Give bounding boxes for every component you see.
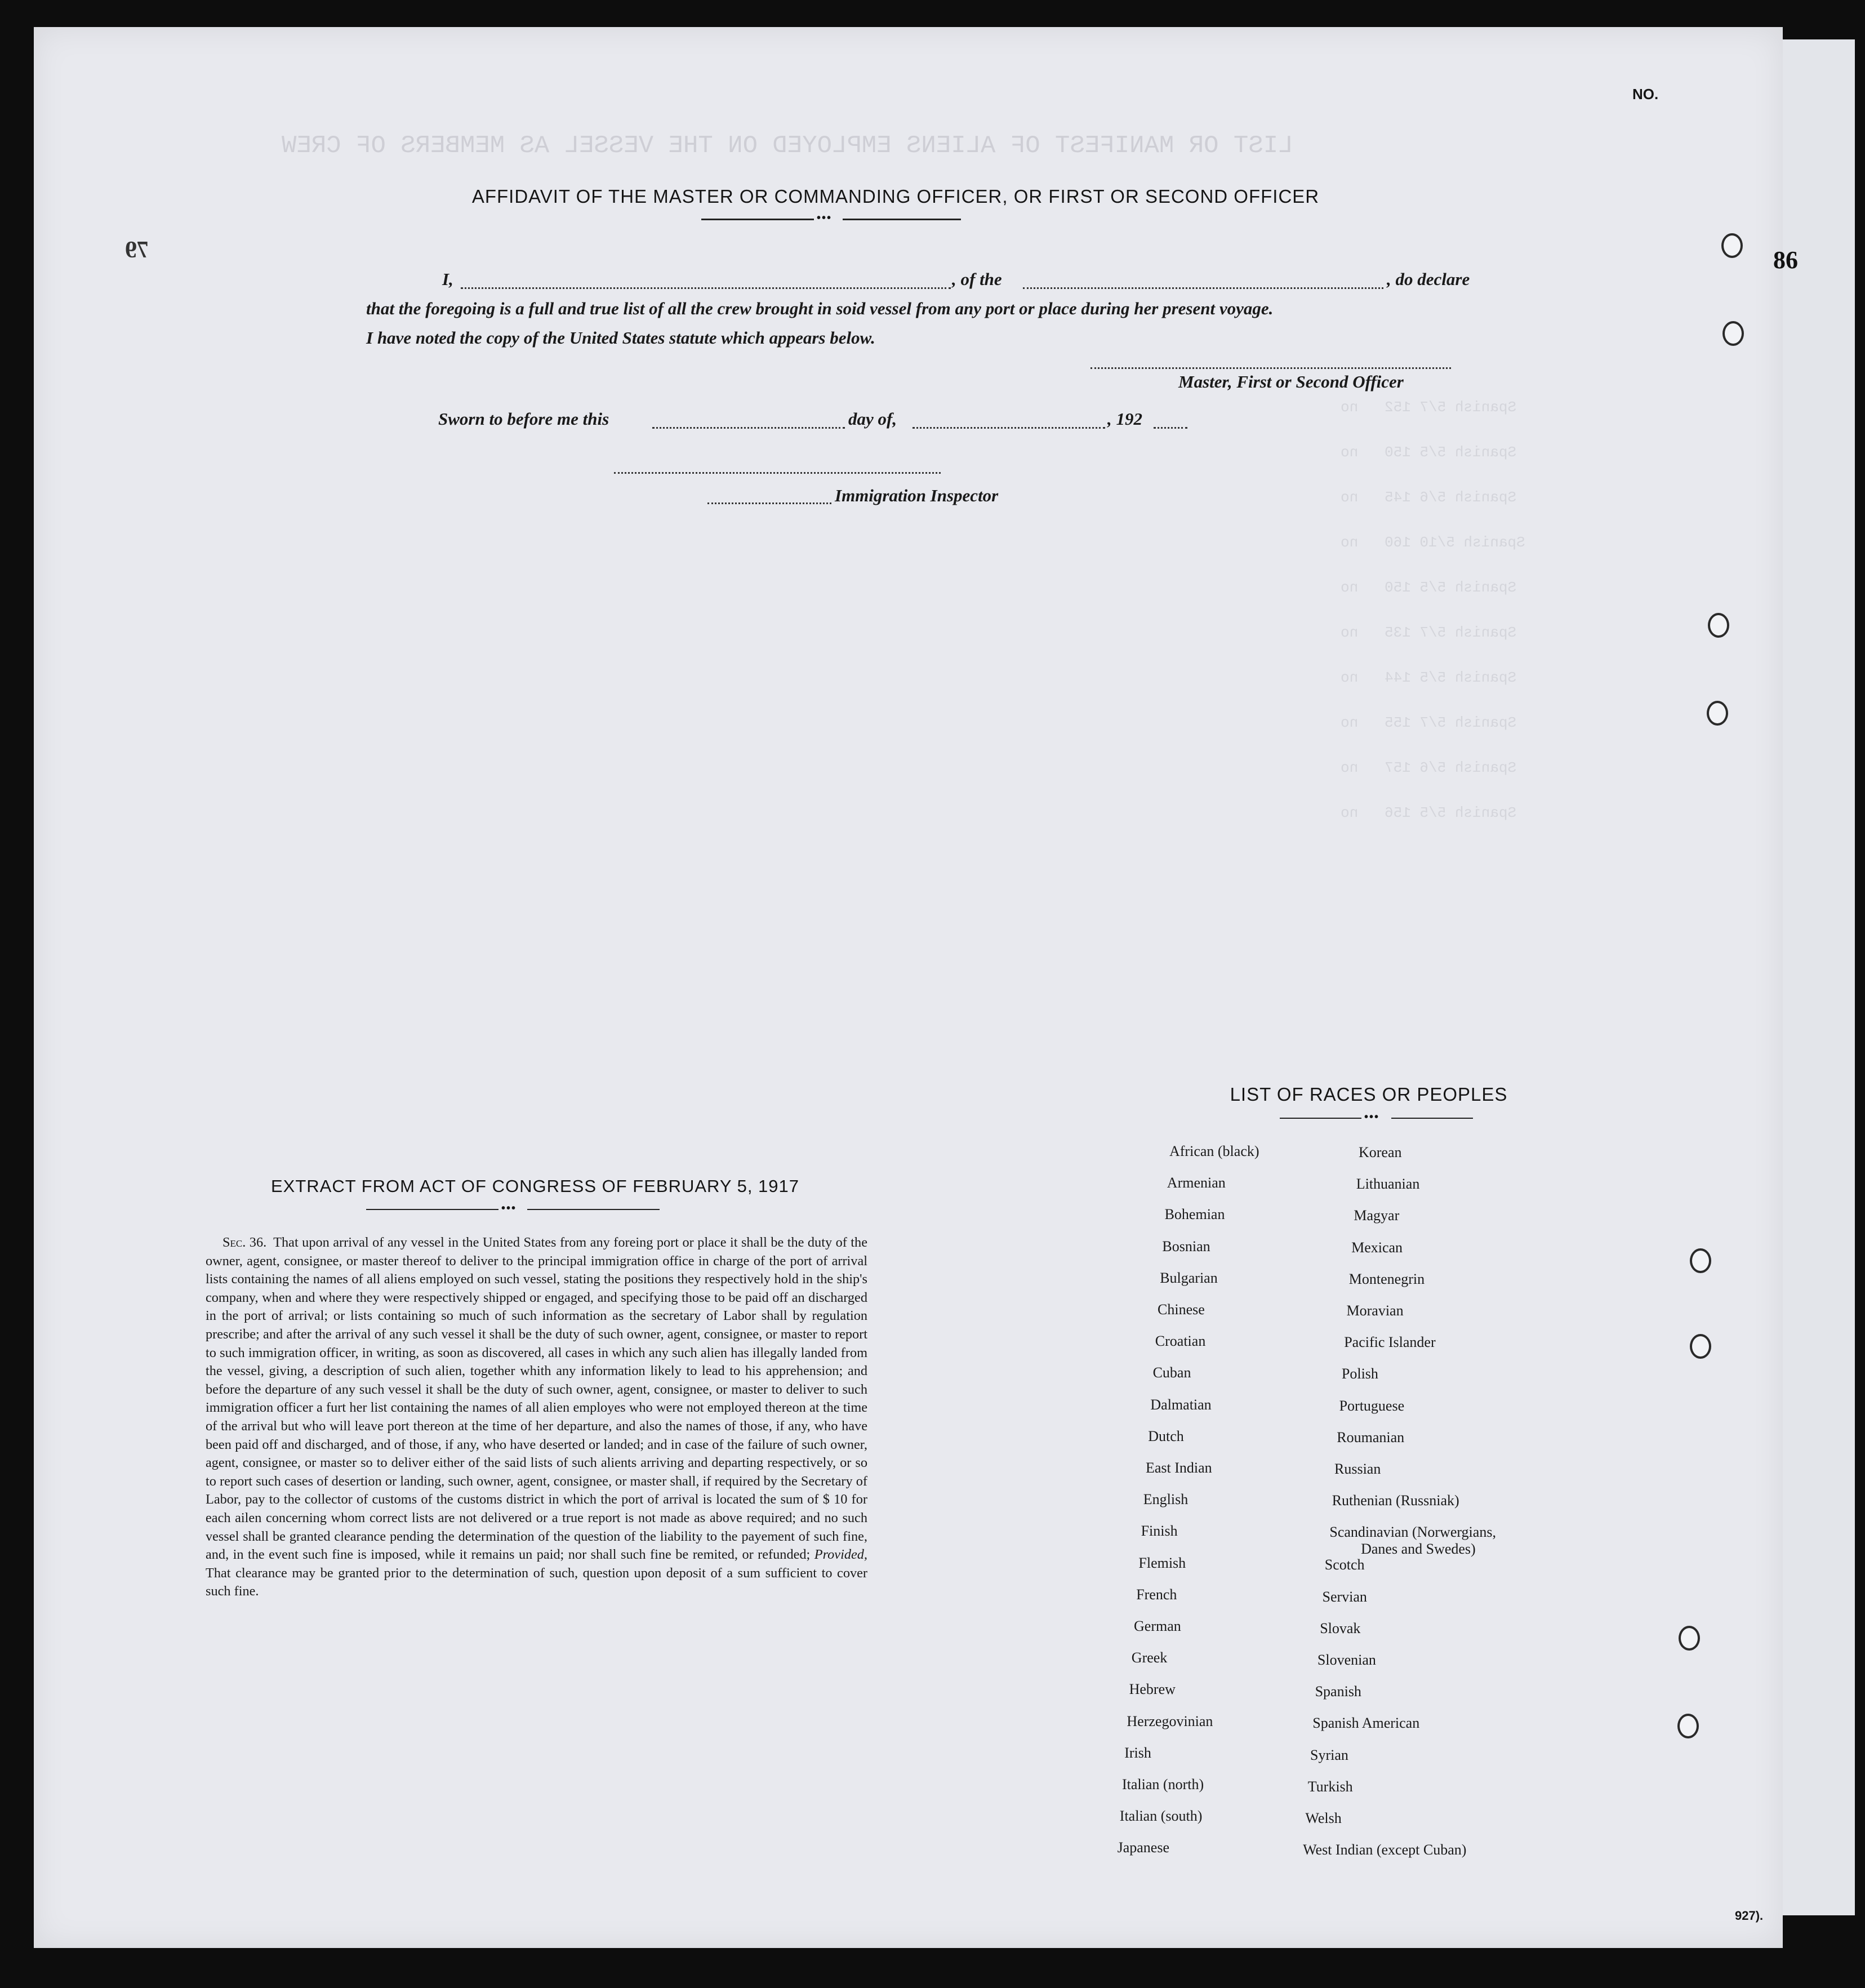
race-item: Spanish: [1315, 1683, 1361, 1700]
binder-hole: [1690, 1248, 1711, 1273]
race-item: French: [1136, 1586, 1177, 1603]
binder-hole: [1722, 321, 1744, 346]
race-item: Montenegrin: [1348, 1270, 1425, 1287]
race-item: Dalmatian: [1150, 1396, 1212, 1413]
race-item: Cuban: [1152, 1364, 1191, 1381]
race-item: Finish: [1141, 1523, 1178, 1540]
race-item: English: [1143, 1491, 1189, 1508]
race-item: Slovenian: [1317, 1652, 1376, 1668]
inspector-label: Immigration Inspector: [835, 486, 999, 505]
race-item: Turkish: [1307, 1778, 1353, 1795]
declarant-name-field[interactable]: [461, 287, 951, 289]
affidavit-line3: I have noted the copy of the United States statute which appears below.: [366, 328, 875, 348]
race-item: Servian: [1322, 1588, 1367, 1605]
binder-hole: [1708, 613, 1729, 638]
race-item: Bosnian: [1162, 1238, 1210, 1255]
race-item: Roumanian: [1337, 1429, 1405, 1446]
race-item: African (black): [1169, 1143, 1259, 1159]
race-item: Italian (north): [1122, 1776, 1204, 1793]
extract-text-part1: That upon arrival of any vessel in the United States from any foreing port or place it shall be the duty of the owner, agent, consignee, or master thereof to deliver to the principal immigration office in charge of the port of arrival lists containing the names of all aliens employed on such vessel, stating the positions they respectively hold in the ship's company, when and where they were respectively shipped or engaged, and specifying those to be paid off an discharged in the port of arrival; or lists containing so much of such information as the secretary of Labor shall by regulation prescribe; and after the arrival of any such vessel it shall be the duty of such owner, agent, consignee, or master to report to such immigration officer, in writing, as soon as discovered, all cases in which any such alien has illegally landed from the vessel, giving, a description of such alien, together whith any information likely to lead to his apprehension; and before the departure of any such vessel it shall be the duty of such owner, agent, consignee, or master to deliver to such immigration officer a furt her list containing the names of all alien employes who were not employed thereon at the time of the arrival but who will leave port thereon at the time of her departure, and also the names of those, if any, who have been paid off and discharged, and of those, if any, who have deserted or landed; and in case of the failure of such owner, agent, consignee, or master so to deliver either of the said lists of such alients arriving and departing respectively, or so to report such cases of desertion or landing, such owner, agent, consignee, or master shall, if required by the Secretary of Labor, pay to the collector of customs of the customs district in which the port of arrival is located the sum of $ 10 for each ailen concerning whom correct lists are not delivered or a true report is not made as above required; and no such vessel shall be granted clearance pending the determination of the question of the liability to the payement of such fine, and, in the event such fine is imposed, while it remains un paid; nor shall such fine be remited, or refunded;: [206, 1235, 867, 1563]
affidavit-title: AFFIDAVIT OF THE MASTER OR COMMANDING OFFICER, OR FIRST OR SECOND OFFICER: [471, 186, 1320, 207]
race-item: Japanese: [1117, 1839, 1169, 1856]
affidavit-line1-declare: , do declare: [1387, 269, 1470, 289]
affidavit-line1-of-the: , of the: [952, 269, 1002, 289]
sworn-year-label: , 192: [1107, 409, 1142, 429]
race-item: Mexican: [1351, 1239, 1403, 1256]
race-item: Ruthenian (Russniak): [1332, 1492, 1459, 1509]
race-item: Spanish American: [1312, 1715, 1420, 1732]
binder-hole: [1721, 233, 1743, 258]
race-item: Flemish: [1138, 1554, 1186, 1571]
race-item: Magyar: [1354, 1207, 1400, 1224]
affidavit-line2: that the foregoing is a full and true list of all the crew brought in soid vessel from any port or place during her present voyage.: [366, 299, 1274, 318]
race-item: Italian (south): [1119, 1808, 1203, 1825]
race-item: Russian: [1334, 1461, 1381, 1477]
extract-text-part2: That clearance may be granted prior to the determination of such, question upon deposit of a sum sufficient to cover such fine.: [206, 1565, 867, 1599]
race-item: Bulgarian: [1160, 1269, 1218, 1286]
race-item: Armenian: [1167, 1175, 1226, 1191]
page-edge-number: 86: [1773, 246, 1798, 274]
vessel-name-field[interactable]: [1023, 287, 1383, 289]
margin-code: 79: [125, 237, 149, 263]
race-item: Greek: [1131, 1649, 1168, 1666]
bottom-right-note: 927).: [1735, 1909, 1764, 1923]
race-item: Korean: [1359, 1144, 1402, 1160]
extract-body: [206, 1234, 867, 1601]
race-item: Hebrew: [1129, 1681, 1176, 1698]
sworn-day-field[interactable]: [652, 427, 845, 429]
race-item: Polish: [1341, 1366, 1378, 1382]
number-label: NO.: [1632, 86, 1659, 103]
race-item: Portuguese: [1339, 1397, 1405, 1414]
master-signature-label: Master, First or Second Officer: [1178, 372, 1404, 392]
race-item: Herzegovinian: [1127, 1713, 1213, 1729]
race-item: Pacific Islander: [1344, 1334, 1436, 1351]
sworn-day-label: day of,: [848, 409, 897, 429]
master-signature-field[interactable]: [1090, 367, 1451, 369]
binder-hole: [1690, 1334, 1711, 1359]
affidavit-line1-i: I,: [442, 269, 453, 289]
race-item: German: [1134, 1618, 1181, 1634]
race-item: Scotch: [1324, 1556, 1365, 1573]
race-item: Chinese: [1158, 1301, 1205, 1318]
race-item: Slovak: [1320, 1620, 1361, 1636]
race-item: Scandinavian (Norwergians,: [1329, 1524, 1496, 1541]
race-item: Lithuanian: [1356, 1176, 1420, 1193]
race-item: Irish: [1124, 1744, 1151, 1761]
race-item: Bohemian: [1164, 1206, 1225, 1223]
binder-hole: [1679, 1626, 1700, 1651]
race-item: East Indian: [1146, 1460, 1212, 1476]
bleed-through-title: LIST OR MANIFEST OF ALIENS EMPLOYED ON THE VESSEL AS MEMBERS OF CREW: [282, 132, 1293, 160]
sworn-prefix: Sworn to before me this: [438, 409, 609, 429]
sworn-month-field[interactable]: [913, 427, 1105, 429]
extract-title: EXTRACT FROM ACT OF CONGRESS OF FEBRUARY 5, 1917: [270, 1176, 800, 1196]
sworn-year-field[interactable]: [1154, 427, 1187, 429]
inspector-signature-field[interactable]: [614, 472, 941, 474]
race-item: West Indian (except Cuban): [1303, 1842, 1467, 1858]
extract-provided: Provided,: [814, 1547, 867, 1563]
binder-hole: [1677, 1714, 1699, 1738]
race-item: Dutch: [1148, 1427, 1184, 1444]
race-item: Syrian: [1310, 1746, 1348, 1763]
race-item: Danes and Swedes): [1361, 1541, 1476, 1558]
race-item: Welsh: [1305, 1810, 1342, 1826]
race-item: Croatian: [1155, 1333, 1206, 1350]
manifest-page: LIST OR MANIFEST OF ALIENS EMPLOYED ON THE VESSEL AS MEMBERS OF CREW Spanish 5/7 152 no Spanish 5/5 150 no Spanish 5/6 145 no Spanish 5/10 160 no Spanish 5/5 150 no Spanish 5/7 135 no Spanish 5/5 144 no Spanish 5/7 155 no Spanish 5/6 157 no Spanish 5/5 156 no NO. 79 AFFIDAVIT OF THE MASTER OR COMMANDING OFFICER, OR FIRST OR SECOND OFFICER ••• I, , of the , do declare that the foregoing is a full and true list of all the crew brought in soid vessel from any port or place during her present voyage. I have noted the copy of the United States statute which appears below. Master, First or Second Officer Sworn to before me this day of, , 192 Immigration Inspector EXTRACT FROM ACT OF CONGRESS OF FEBRUARY 5, 1917 ••• Sec. 36. That upon arrival of any vessel in the United States from any foreing port or place it shall be the duty of the owner, agent, consignee, or master thereof to deliver to the principal immigration office in charge of the port of arrival lists containing the names of all aliens employed on such vessel, stating the positions they respectively hold in the ship's company, when and where they were respectively shipped or engaged, and specifying those to be paid off an discharged in the port of arrival; or lists containing so much of such information as the secretary of Labor shall by regulation prescribe; and after the arrival of any such vessel it shall be the duty of such owner, agent, consignee, or master to report to such immigration officer, in writing, as soon as discovered, all cases in which any such alien has illegally landed from the vessel, giving, a description of such alien, together whith any information likely to lead to his apprehension; and before the departure of any such vessel it shall be the duty of such owner, agent, consignee, or master to deliver to such immigration officer a furt her list containing the names of all alien employes who were not employed thereon at the time of the arrival but who will leave port thereon at the time of her departure, and also the names of those, if any, who have been paid off and discharged, and of those, if any, who have deserted or landed; and in case of the failure of such owner, agent, consignee, or master so to deliver either of the said lists of such alients arriving and departing respectively, or so to report such cases of desertion or landing, such owner, agent, consignee, or master shall, if required by the Secretary of Labor, pay to the collector of customs of the customs district in which the port of arrival is located the sum of $ 10 for each ailen concerning whom correct lists are not delivered or a true report is not made as above required; and no such vessel shall be granted clearance pending the determination of the question of the liability to the payement of such fine, and, in the event such fine is imposed, while it remains un paid; nor shall such fine be remited, or refunded; Provided, That clearance may be granted prior to the determination of such, question upon deposit of a sum sufficient to cover such fine. LIST OF RACES OR PEOPLES ••• African (black) Armenian Bohemian Bosnian Bulgarian Chinese Croatian Cuban Dalmatian Dutch East Indian English Finish Flemish French German Greek Hebrew Herzegovinian Irish Italian (north) Italian (south) Japanese Korean Lithuanian Magyar Mexican Montenegrin Moravian Pacific Islander Polish Portuguese Roumanian Russian Ruthenian (Russniak) Scandinavian (Norwergians, Danes and Swedes) Scotch Servian Slovak Slovenian Spanish Spanish American Syrian Turkish Welsh West Indian (except Cuban) 927).: [34, 27, 1783, 1948]
extract-section-label: Sec. 36.: [222, 1235, 267, 1250]
race-item: Moravian: [1346, 1302, 1404, 1319]
races-title: LIST OF RACES OR PEOPLES: [1230, 1084, 1508, 1105]
binder-hole: [1707, 701, 1728, 726]
